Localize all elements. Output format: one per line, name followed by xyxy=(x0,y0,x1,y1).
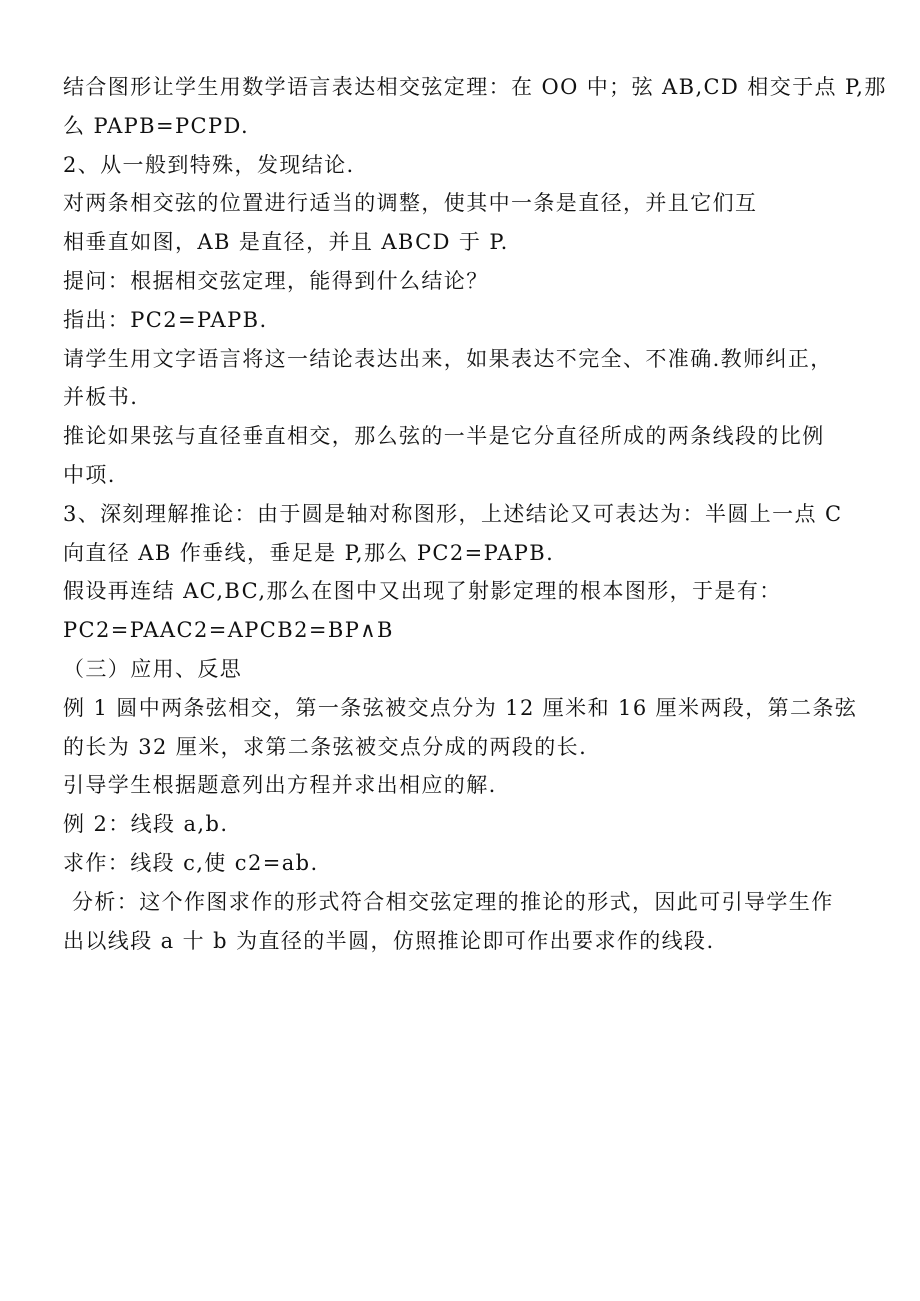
text-line: 提问：根据相交弦定理，能得到什么结论？ xyxy=(63,268,489,293)
text-line: 指出：PC2=PAPB. xyxy=(63,307,268,332)
text-line: 并板书. xyxy=(63,385,139,410)
text-line: 推论如果弦与直径垂直相交，那么弦的一半是它分直径所成的两条线段的比例 xyxy=(63,424,825,449)
text-line: 向直径 AB 作垂线，垂足是 P,那么 PC2=PAPB. xyxy=(63,540,555,565)
text-line: 相垂直如图，AB 是直径，并且 ABCD 于 P. xyxy=(63,230,509,255)
text-line: 请学生用文字语言将这一结论表达出来，如果表达不完全、不准确.教师纠正， xyxy=(63,346,833,371)
text-line: 引导学生根据题意列出方程并求出相应的解. xyxy=(63,773,497,798)
text-line: 结合图形让学生用数学语言表达相交弦定理：在 OO 中；弦 AB,CD 相交于点 P,那 xyxy=(63,75,887,99)
text-line: 3、深刻理解推论：由于圆是轴对称图形，上述结论又可表达为：半圆上一点 C xyxy=(63,501,843,526)
text-line: 分析：这个作图求作的形式符合相交弦定理的推论的形式，因此可引导学生作 xyxy=(72,889,834,914)
text-line: 例 2：线段 a,b. xyxy=(63,812,229,837)
text-line: 的长为 32 厘米，求第二条弦被交点分成的两段的长. xyxy=(63,734,588,759)
text-line: 对两条相交弦的位置进行适当的调整，使其中一条是直径，并且它们互 xyxy=(63,191,758,216)
text-line: （三）应用、反思 xyxy=(63,656,243,681)
text-line: 例 1 圆中两条弦相交，第一条弦被交点分为 12 厘米和 16 厘米两段，第二条弦 xyxy=(63,695,858,720)
text-line: 求作：线段 c,使 c2=ab. xyxy=(63,850,319,875)
document-body xyxy=(63,68,887,960)
text-line: 2、从一般到特殊，发现结论. xyxy=(63,152,355,177)
text-line: PC2=PAAC2=APCB2=BP∧B xyxy=(63,618,394,643)
text-line: 假设再连结 AC,BC,那么在图中又出现了射影定理的根本图形，于是有： xyxy=(63,579,782,604)
text-line: 出以线段 a 十 b 为直径的半圆，仿照推论即可作出要求作的线段. xyxy=(63,928,715,953)
text-line: 中项. xyxy=(63,462,116,487)
text-line: 么 PAPB=PCPD. xyxy=(63,113,250,138)
